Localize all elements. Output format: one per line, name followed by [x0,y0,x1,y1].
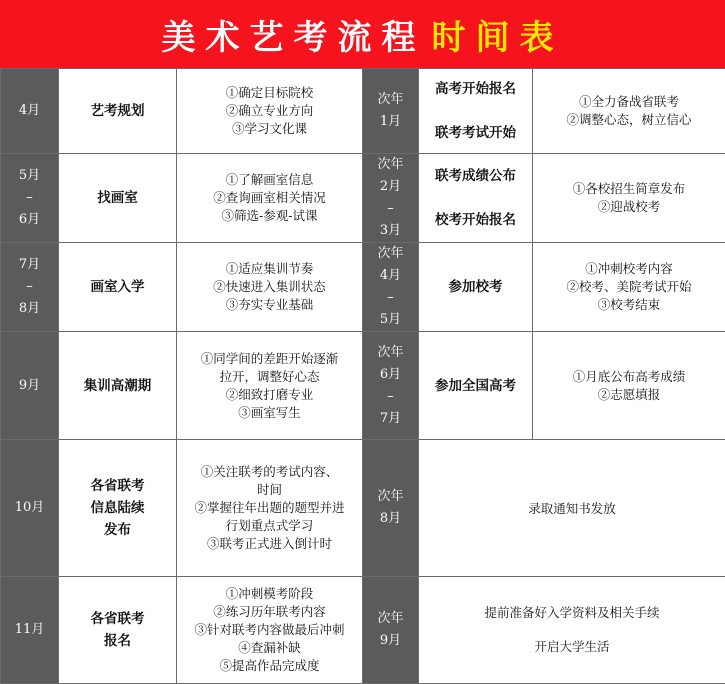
task-line: ②确立专业方向 [177,102,362,120]
next-year-note-line: 开启大学生活 [419,630,725,664]
next-year-month-label: 次年 6月 – 7月 [377,345,403,426]
event-cell [59,440,177,577]
event-cell [59,154,177,243]
task-line: ⑤提高作品完成度 [177,657,362,675]
task-line: ②快速进入集训状态 [177,278,362,296]
title-accent: 时间表 [432,10,564,59]
task-line: ②细致打磨专业 [177,386,362,404]
next-year-month-label: 次年 4月 – 5月 [377,246,403,327]
next-year-month-cell [363,332,419,440]
table-row [1,69,725,154]
task-line: ③画室写生 [177,404,362,422]
next-year-event-label: 参加校考 [449,279,503,295]
tasks-cell [177,577,363,684]
month-label: 9月 [19,378,40,393]
next-year-month-label: 次年 9月 [377,611,403,648]
next-year-task-line: ①全力备战省联考 [533,93,725,111]
next-year-task-line: ②调整心态，树立信心 [533,111,725,129]
table-row [1,440,725,577]
month-label: 5月 – 6月 [19,168,40,227]
month-cell [1,243,59,332]
next-year-task-line: ②志愿填报 [533,386,725,404]
tasks-cell [177,243,363,332]
next-year-task-line: ①冲刺校考内容 [533,260,725,278]
next-year-tasks-cell [533,243,725,332]
task-line: ③联考正式进入倒计时 [177,535,362,553]
next-year-task-line: ①各校招生简章发布 [533,180,725,198]
month-label: 4月 [19,103,40,118]
schedule-table [0,68,725,684]
month-cell [1,440,59,577]
page-title [0,0,725,68]
month-label: 11月 [15,622,45,637]
next-year-event-label: 参加全国高考 [435,378,516,394]
task-line: 时间 [177,481,362,499]
next-year-month-cell [363,154,419,243]
next-year-event-cell [419,243,533,332]
tasks-cell [177,69,363,154]
next-year-month-label: 次年 8月 [377,489,403,526]
next-year-notes-cell [419,440,725,577]
next-year-month-cell [363,243,419,332]
next-year-task-line: ①月底公布高考成绩 [533,368,725,386]
tasks-cell [177,332,363,440]
task-line: ②掌握往年出题的题型并进 [177,499,362,517]
month-cell [1,332,59,440]
next-year-month-cell [363,577,419,684]
task-line: ①了解画室信息 [177,171,362,189]
next-year-month-cell [363,440,419,577]
event-label: 集训高潮期 [84,378,152,394]
month-cell [1,577,59,684]
title-main: 美术艺考流程 [162,10,426,59]
month-cell [1,69,59,154]
task-line: ①关注联考的考试内容、 [177,463,362,481]
task-line: ①冲刺模考阶段 [177,585,362,603]
next-year-note-line: 录取通知书发放 [419,499,725,518]
task-line: 拉开，调整好心态 [177,368,362,386]
next-year-month-label: 次年 2月 – 3月 [377,157,403,238]
task-line: 行划重点式学习 [177,517,362,535]
table-row [1,154,725,243]
next-year-tasks-cell [533,332,725,440]
tasks-cell [177,154,363,243]
month-label: 10月 [15,500,45,515]
event-label: 找画室 [97,190,138,206]
task-line: ②查询画室相关情况 [177,189,362,207]
next-year-tasks-cell [533,69,725,154]
task-line: ①确定目标院校 [177,84,362,102]
next-year-event-cell [419,154,533,243]
table-row [1,243,725,332]
next-year-month-label: 次年 1月 [377,92,403,129]
event-cell [59,69,177,154]
next-year-task-line: ②校考、美院考试开始 [533,278,725,296]
task-line: ④查漏补缺 [177,639,362,657]
event-cell [59,332,177,440]
task-line: ③学习文化课 [177,120,362,138]
task-line: ③筛选-参观-试课 [177,207,362,225]
next-year-event-cell [419,332,533,440]
table-row [1,577,725,684]
event-label: 艺考规划 [91,103,145,119]
task-line: ②练习历年联考内容 [177,603,362,621]
next-year-event-cell [419,69,533,154]
task-line: ①适应集训节奏 [177,260,362,278]
month-label: 7月 – 8月 [19,257,40,316]
next-year-task-line: ③校考结束 [533,296,725,314]
task-line: ①同学间的差距开始逐渐 [177,350,362,368]
task-line: ③夯实专业基础 [177,296,362,314]
next-year-tasks-cell [533,154,725,243]
tasks-cell [177,440,363,577]
month-cell [1,154,59,243]
next-year-notes-cell [419,577,725,684]
event-cell [59,243,177,332]
event-label: 各省联考 信息陆续 发布 [91,478,145,538]
next-year-task-line: ②迎战校考 [533,198,725,216]
event-label: 各省联考 报名 [91,611,145,649]
next-year-event-label: 高考开始报名 联考考试开始 [435,81,516,141]
next-year-month-cell [363,69,419,154]
table-row [1,332,725,440]
task-line: ③针对联考内容做最后冲刺 [177,621,362,639]
next-year-event-label: 联考成绩公布 校考开始报名 [435,168,516,228]
event-cell [59,577,177,684]
next-year-note-line: 提前准备好入学资料及相关手续 [419,596,725,630]
event-label: 画室入学 [91,279,145,295]
